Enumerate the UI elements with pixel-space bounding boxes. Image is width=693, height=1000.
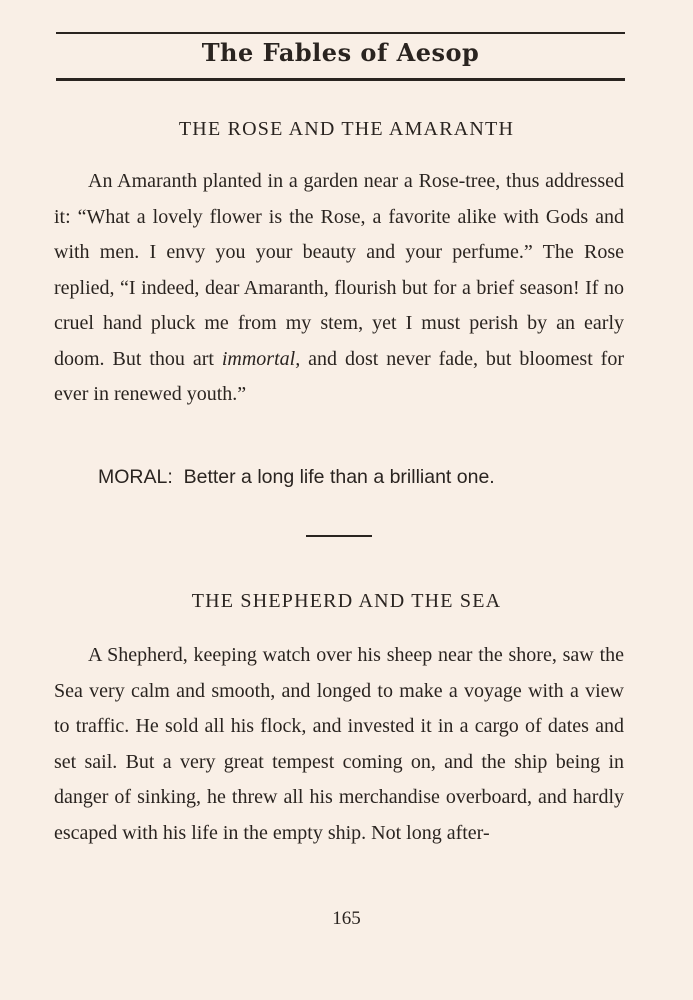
fable-body-rose-amaranth [54,164,624,413]
body-text-part1: An Amaranth planted in a garden near a Rose-tree, thus addressed it: “What a lovely flower is the Rose, a favorite alike with Gods and with men. I envy you your beauty and your perfume.” The Rose replied, “I indeed, dear Amaranth, flourish but for a brief season! If no cruel hand pluck me from my stem, yet I must perish by an early doom. But thou art [54,170,624,370]
moral-text: Better a long life than a brilliant one. [183,466,495,488]
fable-body-shepherd-sea [54,638,624,851]
body-text-part2: and dost never fade, but bloomest for ever in renewed youth.” [54,347,625,405]
section-separator [306,535,372,537]
header-rule-top [56,32,625,34]
body-text-italic: immortal, [221,347,301,370]
running-head: The Fables of Aesop [201,38,480,67]
fable-title-rose-amaranth: THE ROSE AND THE AMARANTH [178,118,515,140]
page-number: 165 [332,908,361,929]
moral-line [98,466,618,489]
body-text: A Shepherd, keeping watch over his sheep near the shore, saw the Sea very calm and smooth, and longed to make a voyage with a view to traffic. He sold all his flock, and invested it in a cargo of dates and set sail. But a very great tempest coming on, and the ship being in danger of sinking, he threw all his merchandise overboard, and hardly escaped with his life in the empty ship. Not long after- [54,644,624,844]
moral-label: MORAL: [98,466,173,488]
fable-title-shepherd-sea: THE SHEPHERD AND THE SEA [191,590,502,612]
header-rule-bottom [56,78,625,81]
